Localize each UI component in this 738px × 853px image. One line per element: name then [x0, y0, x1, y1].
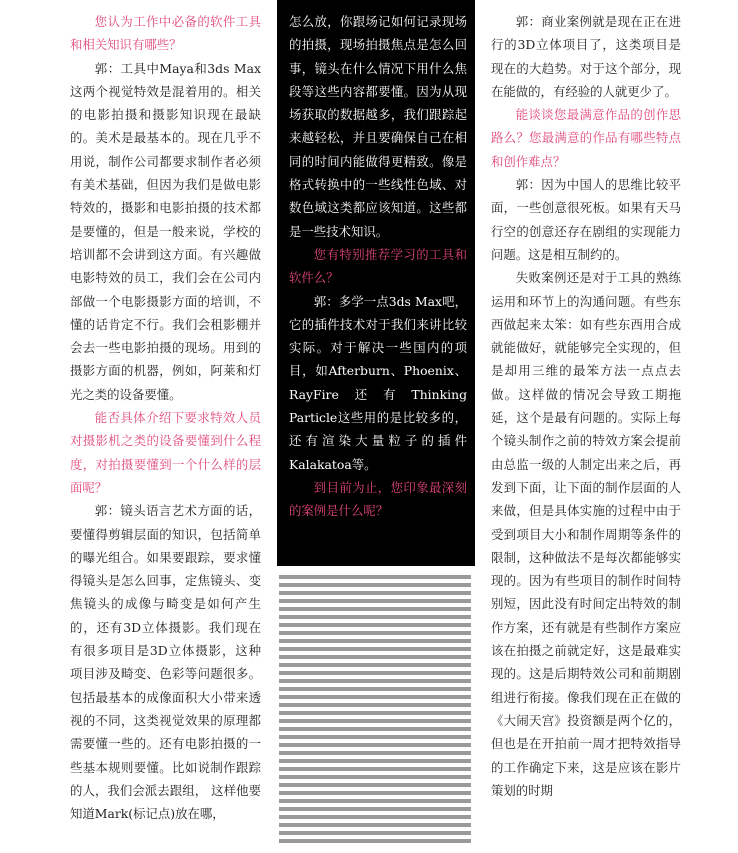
answer-paragraph: 失败案例还是对于工具的熟练运用和环节上的沟通问题。有些东西做起来太笨：如有些东西用合成就能做好，就能够完全实现的，但是却用三维的最笨方法一点点去做。这样做的情况会导致工期拖延，这个是最有问题的。实际上每个镜头制作之前的特效方案会提前由总监一级的人制定出来之后，再发到下面，让下面的制作层面的人来做，但是具体实施的过程中由于受到项目大小和制作周期等条件的限制，这种做法不是每次都能够实现的。因为有些项目的制作时间特别短，因此没有时间定出特效的制作方案，还有就是有些制作方案应该在拍摄之前就定好，这是最难实现的。这是后期特效公司和前期剧组进行衔接。像我们现在正在做的《大闹天宫》投资额是两个亿的，但也是在开拍前一周才把特效指导的工作确定下来，这是应该在影片策划的时期	[491, 270, 681, 798]
answer-paragraph: 郭：商业案例就是现在正在进行的3D立体项目了，这类项目是现在的大趋势。对于这个部分，现在能做的，有经验的人就更少了。	[491, 14, 681, 99]
question-paragraph: 您有特别推荐学习的工具和软件么？	[289, 246, 467, 286]
article-column-left	[70, 10, 261, 825]
question-paragraph: 您认为工作中必备的软件工具和相关知识有哪些？	[70, 14, 261, 53]
decorative-stripes	[279, 575, 471, 845]
answer-paragraph: 郭：工具中Maya和3ds Max这两个视觉特效是混着用的。相关的电影拍摄和摄影知识现在最缺的。美术是最基本的。现在几乎不用说，制作公司都要求制作者必须有美术基础，但因为我们是做电影特效的，摄影和电影拍摄的技术都是要懂的，但是一般来说，学校的培训都不会讲到这方面。有兴趣做电影特效的员工，我们会在公司内部做一个电影摄影方面的培训，不懂的话肯定不行。我们会租影棚并会去一些电影拍摄的现场。用到的摄影方面的机器，例如，阿莱和灯光之类的设备要懂。	[70, 60, 261, 402]
answer-paragraph: 郭：因为中国人的思维比较平面，一些创意很死板。如果有天马行空的创意还存在剧组的实现能力问题。这是相互制约的。	[491, 177, 681, 262]
question-paragraph: 到目前为止，您印象最深刻的案例是什么呢？	[289, 479, 467, 519]
question-paragraph: 能谈谈您最满意作品的创作思路么？您最满意的作品有哪些特点和创作难点？	[491, 107, 681, 169]
answer-paragraph: 郭：镜头语言艺术方面的话，要懂得剪辑层面的知识，包括简单的曝光组合。如果要跟踪，要求懂得镜头是怎么回事，定焦镜头、变焦镜头的成像与畸变是如何产生的，还有3D立体摄影。我们现在有很多项目是3D立体摄影，这种项目涉及畸变、色彩等问题很多。包括最基本的成像面积大小带来透视的不同，这类视觉效果的原理都需要懂一些的。还有电影拍摄的一些基本规则要懂。比如说制作跟踪的人，我们会派去跟组， 这样他要知道Mark(标记点)放在哪，	[70, 503, 261, 822]
continued-paragraph: 怎么放，你跟场记如何记录现场的拍摄，现场拍摄焦点是怎么回事，镜头在什么情况下用什么焦段等这些内容都要懂。因为从现场获取的数据越多，我们跟踪起来越轻松，并且要确保自己在相同的时间内能做得更精致。像是格式转换中的一些线性色域、对数色域这类都应该知道。这些都是一些技术知识。	[289, 14, 467, 239]
answer-paragraph: 郭：多学一点3ds Max吧，它的插件技术对于我们来讲比较实际。对于解决一些国内的项目，如Afterburn、Phoenix、 RayFire还有Thinking Particle这些用的是比较多的，还有渲染大量粒子的插件Kalakatoa等。	[289, 293, 467, 472]
sidebar-black-box	[277, 0, 475, 566]
article-column-right	[491, 10, 681, 802]
question-paragraph: 能否具体介绍下要求特效人员对摄影机之类的设备要懂到什么程度，对拍摄要懂到一个什么样的层面呢？	[70, 410, 261, 495]
